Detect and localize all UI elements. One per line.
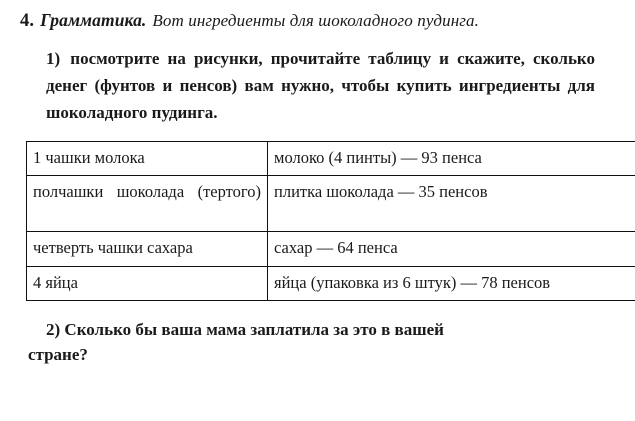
task-1-text: посмотрите на рисунки, прочитайте таблицу и скажите, сколько денег (фунтов и пенсов) вам нужно, чтобы купить ингредиенты для шоколадного пудинга. — [46, 49, 596, 122]
table-row — [27, 232, 635, 266]
ingredients-table — [26, 141, 635, 301]
heading-subtitle: Вот ингредиенты для шоколадного пудинга. — [152, 11, 479, 30]
task-2-line-2: стране? — [28, 345, 88, 365]
ingredient-amount: 4 яйца — [27, 266, 268, 300]
ingredient-amount: четверть чашки сахара — [27, 232, 268, 266]
ingredient-amount — [27, 175, 268, 232]
table-row — [27, 266, 635, 300]
task-1-paragraph — [46, 46, 595, 127]
ingredient-price: молоко (4 пинты) — 93 пенса — [268, 141, 635, 175]
task-2-paragraph — [28, 317, 595, 368]
task-2-line-1: Сколько бы ваша мама заплатила за это в вашей — [64, 319, 444, 339]
ingredient-price: сахар — 64 пенса — [268, 232, 635, 266]
exercise-number: 4. — [20, 11, 35, 31]
exercise-heading — [20, 10, 621, 32]
ingredient-price: плитка шоколада — 35 пенсов — [268, 175, 635, 232]
table-row — [27, 175, 635, 232]
table-row — [27, 141, 635, 175]
task-1-marker: 1) — [46, 49, 61, 68]
ingredient-price: яйца (упаковка из 6 штук) — 78 пенсов — [268, 266, 635, 300]
section-title: Грамматика. — [40, 10, 147, 30]
task-2-marker: 2) — [46, 319, 61, 339]
ingredient-amount-text: полчашки шоколада (тертого) — [33, 181, 261, 201]
ingredient-amount: 1 чашки молока — [27, 141, 268, 175]
